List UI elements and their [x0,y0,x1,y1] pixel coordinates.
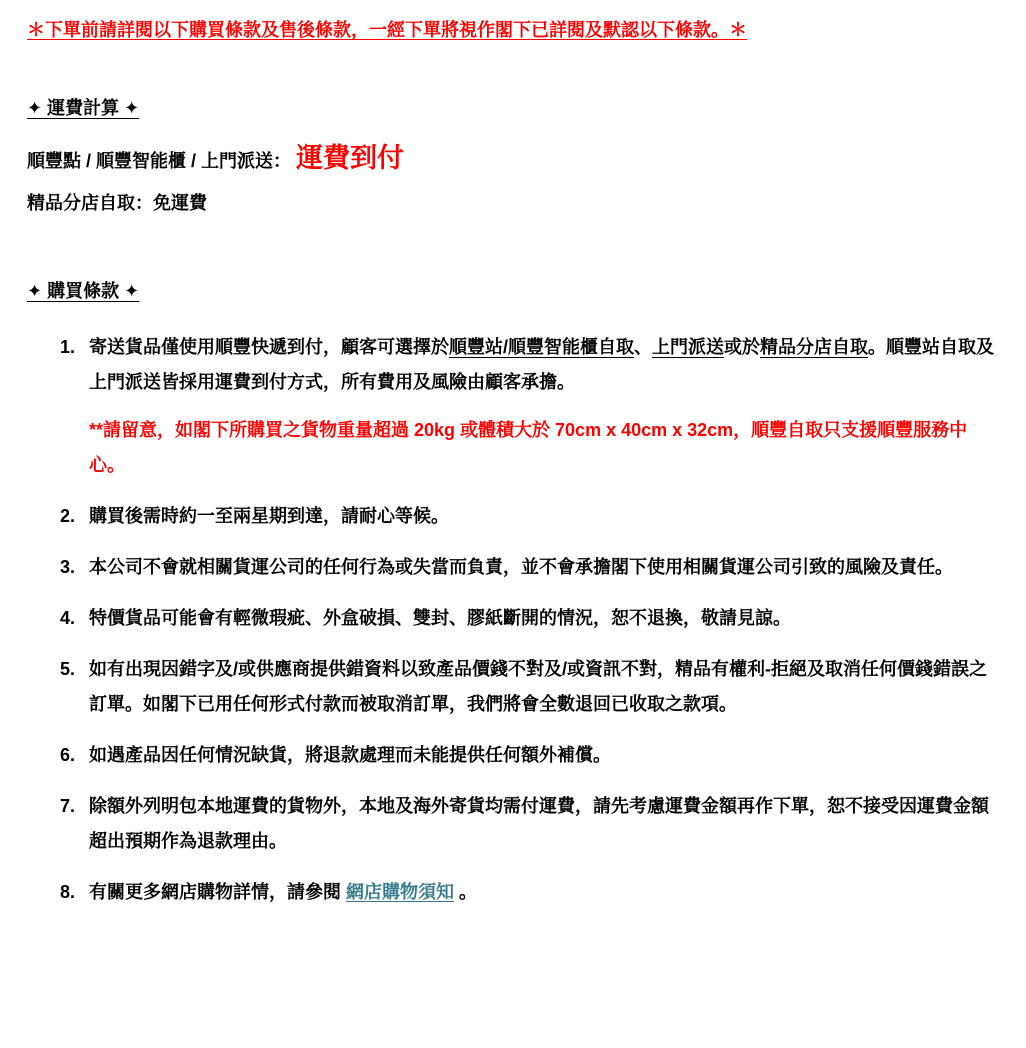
item-body [89,330,998,483]
term-item-7 [60,789,998,859]
item-body [89,499,998,534]
freight-collect-highlight: 運費到付 [296,143,405,173]
shipping-methods-line [27,142,998,174]
item-number: 2. [60,506,76,527]
shipping-fee-heading: ✦ 運費計算 ✦ [27,98,140,118]
store-pickup-line: 精品分店自取：免運費 [27,193,207,214]
shopping-guide-link[interactable]: 網店購物須知 [346,882,454,903]
item-body [89,652,998,722]
purchase-terms-heading: ✦ 購買條款 ✦ [27,281,140,302]
item-number: 6. [60,745,76,766]
term-item-6 [60,738,998,773]
term-text: 本公司不會就相關貨運公司的任何行為或失當而負責，並不會承擔閣下使用相關貨運公司引致的風險及責任。 [89,557,953,578]
item-number: 4. [60,608,76,629]
term-text [89,330,998,400]
item-body [89,601,998,636]
top-notice: ＊下單前請詳閱以下購買條款及售後條款，一經下單將視作閣下已詳閱及默認以下條款。＊ [27,20,747,40]
item-body [89,789,998,859]
item-number: 1. [60,337,76,358]
term-text: 除額外列明包本地運費的貨物外，本地及海外寄貨均需付運費，請先考慮運費金額再作下單，恕不接受因運費金額超出預期作為退款理由。 [89,796,989,852]
item-body [89,875,998,910]
term-item-5 [60,652,998,722]
weight-limit-note: **請留意，如閣下所購買之貨物重量超過 20kg 或體積大於 70cm x 40cm x 32cm，順豐自取只支援順豐服務中心。 [89,420,968,476]
term-item-4 [60,601,998,636]
term-text-segment: 寄送貨品僅使用順豐快遞到付，顧客可選擇於 [89,337,449,358]
term-text: 如遇產品因任何情況缺貨，將退款處理而未能提供任何額外補償。 [89,745,611,766]
underlined-sf-pickup-options: 順豐站/順豐智能櫃自取 [449,337,634,358]
underlined-store-pickup: 精品分店自取 [760,337,868,358]
term-text-segment: 有關更多網店購物詳情，請參閱 [89,882,346,903]
term-text-segment: 。順豐站自取及上門派送皆採用運費到付方式，所有費用及風險由顧客承擔。 [89,337,994,393]
underlined-home-delivery: 上門派送 [652,337,724,358]
item-number: 3. [60,557,76,578]
terms-list [27,330,998,910]
term-text-segment: 或於 [724,337,760,358]
item-number: 8. [60,882,76,903]
shipping-methods-text: 順豐點 / 順豐智能櫃 / 上門派送： [27,151,292,171]
term-item-2 [60,499,998,534]
item-number: 7. [60,796,76,817]
term-text-segment: 、 [634,337,652,358]
term-item-3 [60,550,998,585]
item-number: 5. [60,659,76,680]
term-text: 購買後需時約一至兩星期到達，請耐心等候。 [89,506,449,527]
term-text [89,875,998,910]
term-text-segment: 。 [454,882,478,903]
item-body [89,738,998,773]
term-item-1 [60,330,998,483]
term-item-8 [60,875,998,910]
term-text: 如有出現因錯字及/或供應商提供錯資料以致產品價錢不對及/或資訊不對，精品有權利-拒絕及取消任何價錢錯誤之訂單。如閣下已用任何形式付款而被取消訂單，我們將會全數退回已收取之款項。 [89,659,987,715]
item-body [89,550,998,585]
term-text: 特價貨品可能會有輕微瑕疵、外盒破損、雙封、膠紙斷開的情況，恕不退換，敬請見諒。 [89,608,791,629]
